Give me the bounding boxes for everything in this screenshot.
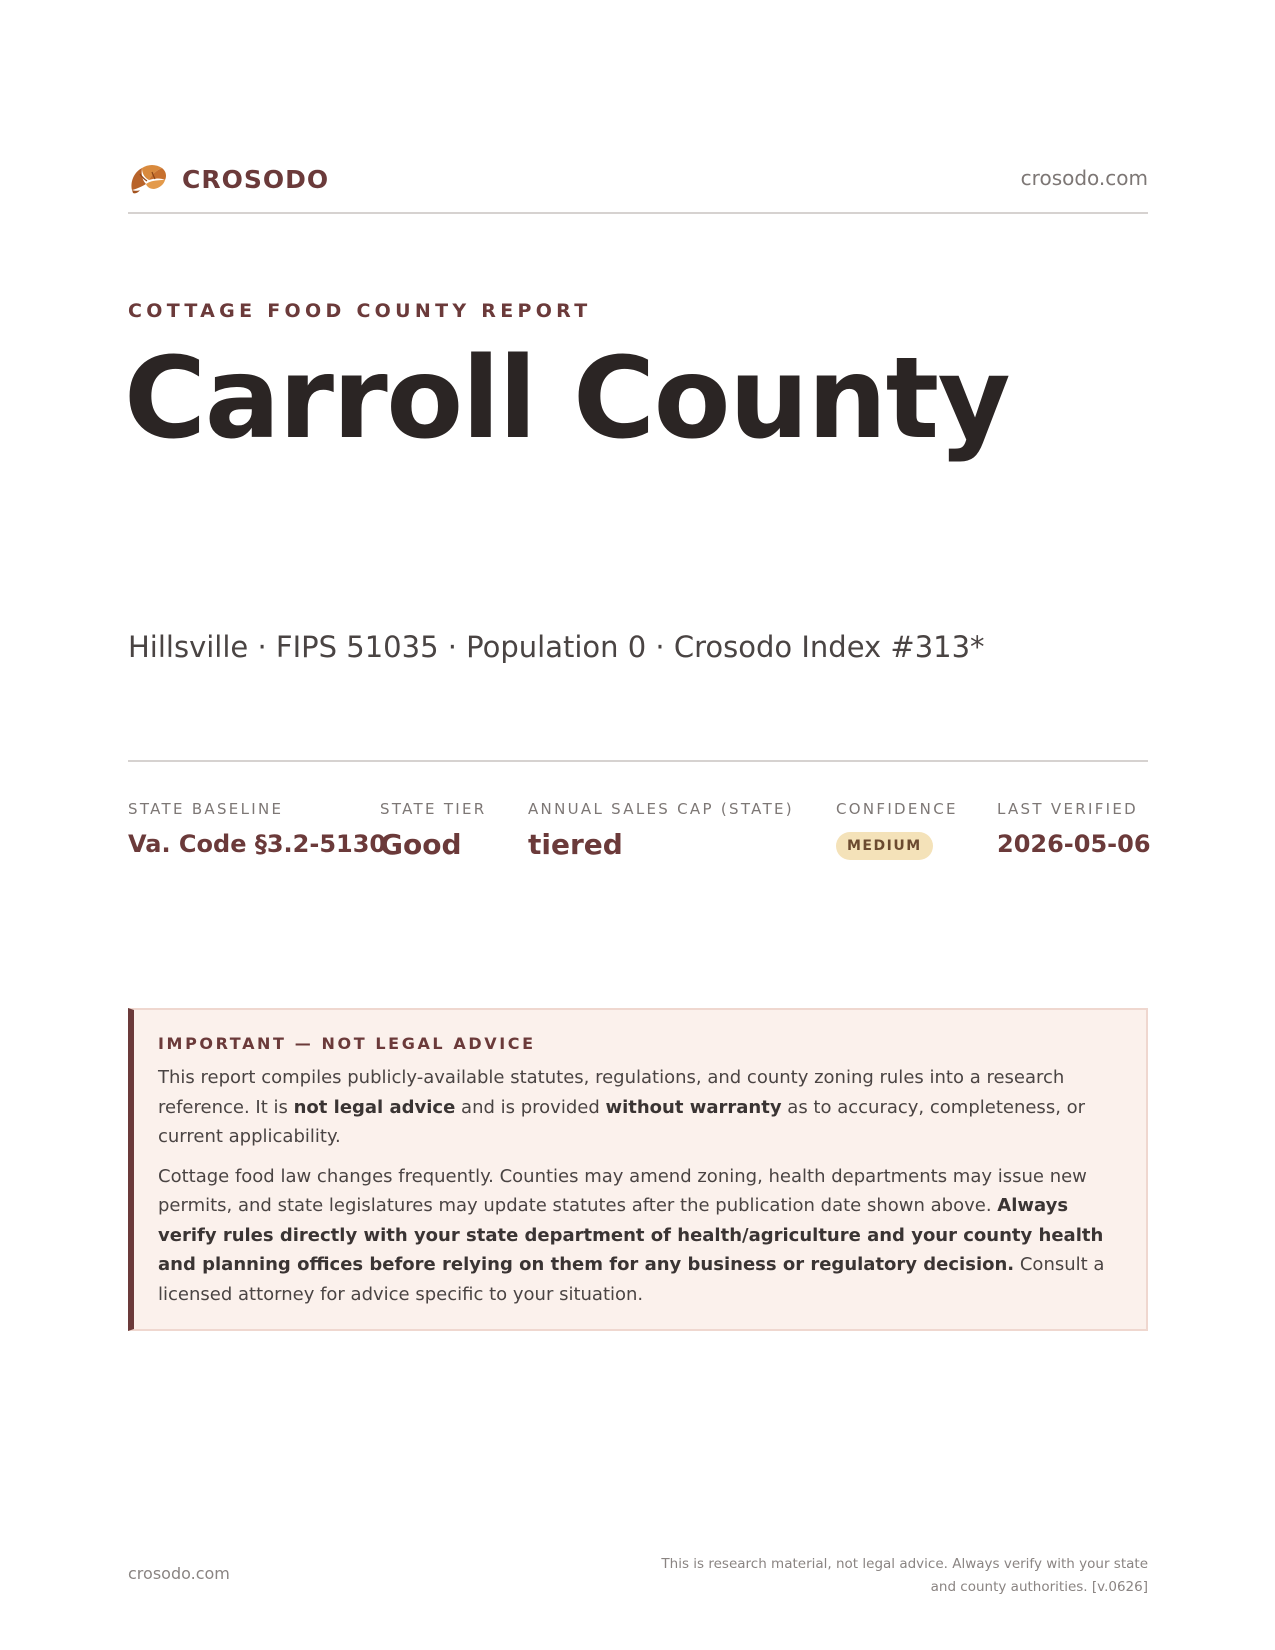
footer-disclaimer xyxy=(628,1553,1148,1599)
brand-name: CROSODO xyxy=(182,164,330,194)
legal-notice xyxy=(128,1008,1148,1331)
stat-label: STATE TIER xyxy=(380,800,487,818)
stat-sales-cap xyxy=(528,800,794,861)
stat-label: STATE BASELINE xyxy=(128,800,284,818)
brand[interactable] xyxy=(128,160,329,198)
page-title: Carroll County xyxy=(124,334,1010,464)
county-subtitle: Hillsville · FIPS 51035 · Population 0 · Crosodo Index #313* xyxy=(128,630,985,664)
notice-paragraph xyxy=(158,1063,1120,1152)
page-header xyxy=(128,160,1148,214)
header-url-link[interactable]: crosodo.com xyxy=(1020,166,1148,190)
footer-url-link[interactable]: crosodo.com xyxy=(128,1564,230,1583)
stat-value: Va. Code §3.2-5130 xyxy=(128,830,387,858)
notice-text: This report compiles publicly-available statutes, regulations, and county zoning rules into a research reference. It is xyxy=(158,1067,1065,1118)
stat-confidence xyxy=(836,800,958,860)
stat-state-tier xyxy=(380,800,487,861)
notice-emphasis: Always verify rules directly with your state department of health/agriculture and your county health and planning offices before relying on them for any business or regulatory decision. xyxy=(158,1195,1104,1275)
notice-text: Consult a licensed attorney for advice specific to your situation. xyxy=(158,1254,1105,1305)
notice-title: IMPORTANT — NOT LEGAL ADVICE xyxy=(158,1034,536,1053)
stat-value: tiered xyxy=(528,828,623,861)
report-page xyxy=(124,0,1151,1650)
footer-disclaimer-line: and county authorities. [v.0626] xyxy=(930,1579,1148,1595)
notice-text: Cottage food law changes frequently. Counties may amend zoning, health departments may issue new permits, and state legislatures may update statutes after the publication date shown above. xyxy=(158,1165,1087,1216)
notice-text: as to accuracy, completeness, or current applicability. xyxy=(158,1096,1086,1147)
footer-disclaimer-line: This is research material, not legal advice. Always verify with your state xyxy=(661,1556,1148,1572)
stat-label: CONFIDENCE xyxy=(836,800,958,818)
stat-value: Good xyxy=(380,828,462,861)
section-divider xyxy=(128,760,1148,762)
stat-state-baseline xyxy=(128,800,386,858)
notice-emphasis: without warranty xyxy=(605,1096,782,1118)
stat-last-verified xyxy=(997,800,1151,858)
notice-text: and is provided xyxy=(455,1096,606,1118)
notice-emphasis: not legal advice xyxy=(293,1096,456,1118)
confidence-badge: MEDIUM xyxy=(836,832,933,860)
notice-paragraph xyxy=(158,1162,1120,1310)
stat-label: ANNUAL SALES CAP (STATE) xyxy=(528,800,794,818)
stat-value: 2026-05-06 xyxy=(997,830,1151,858)
stat-label: LAST VERIFIED xyxy=(997,800,1138,818)
report-eyebrow: COTTAGE FOOD COUNTY REPORT xyxy=(128,300,592,322)
croissant-icon xyxy=(128,160,168,198)
